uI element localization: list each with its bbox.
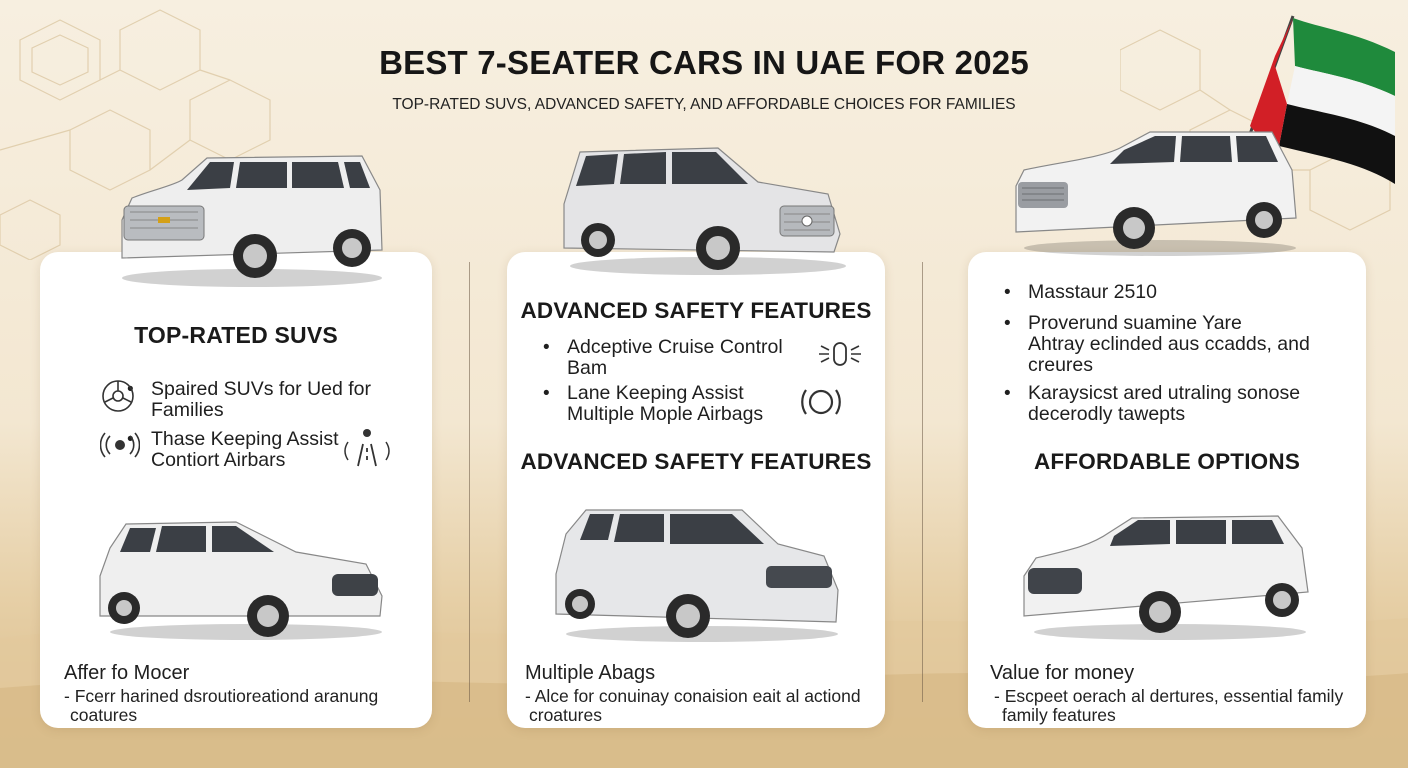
feature-bullet: • Lane Keeping Assist Multiple Mople Airbags (543, 382, 764, 425)
bullet-line: Lane Keeping Assist (567, 382, 744, 404)
feature-bullet: • Karaysicst ared utraling sonose decerodly tawepts (1004, 382, 1301, 425)
radar-sensor-icon (100, 432, 140, 458)
bullet-line: decerodly tawepts (1028, 403, 1186, 425)
car-image-top-3 (1010, 128, 1300, 258)
car-image-bottom-2 (552, 504, 842, 644)
card-footer-text: - Fcerr harined dsroutioreationd aranung coatures (64, 686, 379, 725)
card-footer-text: - Alce for conuinay conaision eait al actiond croatures (525, 686, 861, 725)
bullet-line: Spaired SUVs for Ued for (151, 378, 372, 400)
card-heading: TOP-RATED SUVS (134, 322, 338, 348)
bullet-line: Multiple Mople Airbags (567, 403, 764, 425)
sensor-icon (817, 338, 863, 370)
airbag-ring-icon (799, 384, 843, 420)
car-image-top-1 (112, 150, 387, 290)
card-heading: AFFORDABLE OPTIONS (1033, 449, 1301, 474)
bullet-line: Karaysicst ared utraling sonose (1028, 382, 1301, 404)
car-image-bottom-3 (1020, 512, 1310, 642)
feature-bullet: • Thase Keeping Assist Contiort Airbars (127, 428, 339, 471)
card-affordable-options (968, 252, 1366, 728)
bullet-line: Thase Keeping Assist (151, 428, 339, 450)
bullet-line: Adceptive Cruise Control (567, 336, 783, 358)
card-heading: ADVANCED SAFETY FEATURES (520, 449, 872, 474)
bullet-line: Masstaur 2510 (1028, 281, 1157, 303)
bullet-line: Proverund suamine Yare (1028, 312, 1242, 334)
feature-bullet: • Masstaur 2510 (1004, 281, 1157, 303)
card-footer-title: Affer fo Mocer (64, 662, 190, 684)
column-divider (922, 262, 923, 702)
bullet-line: Contiort Airbars (151, 449, 286, 471)
card-footer-title: Multiple Abags (525, 662, 656, 684)
bullet-line: Bam (567, 357, 608, 379)
card-footer-title: Value for money (990, 662, 1135, 684)
feature-bullet: • Proverund suamine Yare Ahtray eclinded aus ccadds, and creures (1004, 312, 1310, 376)
car-image-bottom-1 (96, 516, 386, 642)
bullet-line: Ahtray eclinded aus ccadds, and (1028, 333, 1310, 355)
page-subtitle: TOP-RATED SUVS, ADVANCED SAFETY, AND AFFORDABLE CHOICES FOR FAMILIES (392, 96, 1016, 113)
card-footer-text: - Escpeet oerach al dertures, essential family family features (994, 686, 1344, 725)
bullet-line: Families (151, 399, 224, 421)
feature-bullet: • Adceptive Cruise Control Bam (543, 336, 783, 379)
card-advanced-safety (507, 252, 885, 728)
bullet-line: creures (1028, 354, 1094, 376)
steering-wheel-icon (100, 378, 136, 414)
column-divider (469, 262, 470, 702)
card-top-rated-suvs (40, 252, 432, 728)
car-image-top-2 (558, 144, 848, 276)
feature-bullet: • Spaired SUVs for Ued for Families (127, 378, 372, 421)
lane-keeping-icon (342, 426, 392, 470)
page-title: BEST 7-SEATER CARS IN UAE FOR 2025 (379, 44, 1029, 81)
card-heading: ADVANCED SAFETY FEATURES (520, 298, 872, 323)
